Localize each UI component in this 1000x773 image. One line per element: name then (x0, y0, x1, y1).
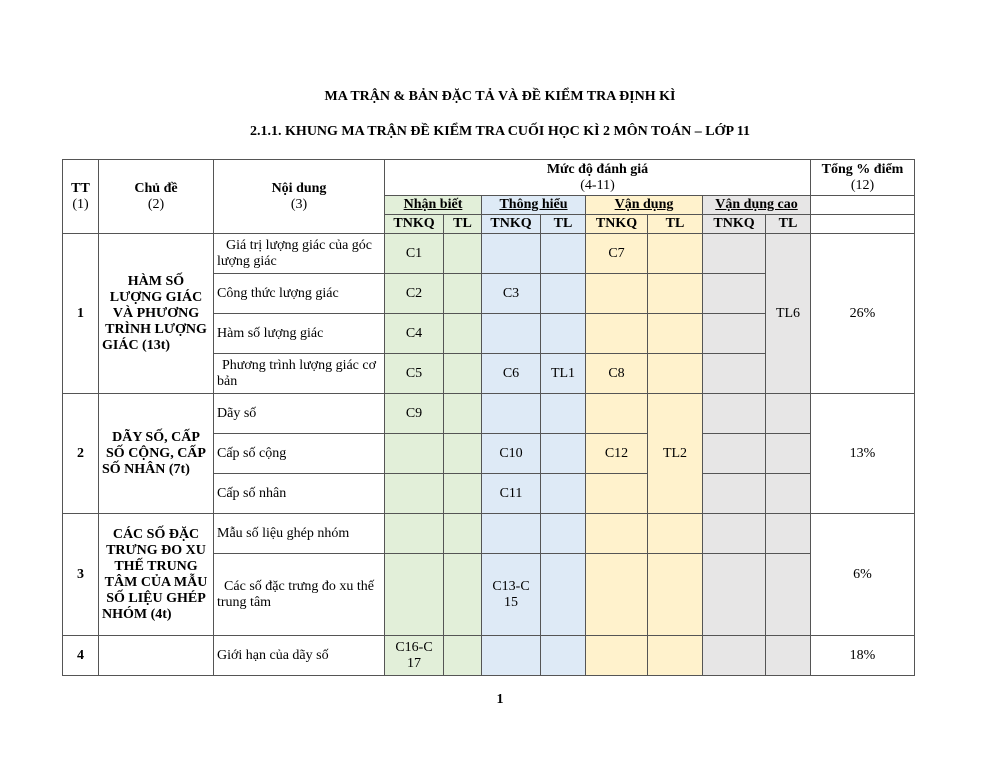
cell-th-tnkq: C10 (482, 434, 541, 474)
cell-vd-tnkq (586, 274, 648, 314)
level-thong-hieu (482, 196, 586, 215)
cell-vd-tnkq (586, 474, 648, 514)
table-row (63, 394, 915, 434)
row-content: Dãy số (214, 394, 385, 434)
table-row (63, 514, 915, 554)
cell-th-tl (541, 274, 586, 314)
cell-th-tl (541, 434, 586, 474)
cell-th-tnkq: C11 (482, 474, 541, 514)
header-chu-de-label: Chủ đề (134, 180, 178, 196)
cell-vdc-tnkq (703, 314, 766, 354)
page-number: 1 (496, 692, 504, 707)
cell-th-tl (541, 636, 586, 676)
row-tt: 2 (63, 394, 99, 514)
cell-vd-tl (648, 274, 703, 314)
level-van-dung-label: Vận dụng (614, 197, 674, 212)
header-tt-num: (1) (72, 196, 89, 212)
cell-th-tl (541, 234, 586, 274)
level-nhan-biet (385, 196, 482, 215)
row-percent: 18% (811, 636, 915, 676)
cell-th-tnkq (482, 314, 541, 354)
document-subtitle: 2.1.1. KHUNG MA TRẬN ĐỀ KIỂM TRA CUỐI HỌC KÌ 2 MÔN TOÁN – LỚP 11 (250, 124, 750, 139)
table-row (63, 636, 915, 676)
cell-th-tl (541, 394, 586, 434)
document-title: MA TRẬN & BẢN ĐẶC TẢ VÀ ĐỀ KIỂM TRA ĐỊNH KÌ (324, 89, 676, 104)
col-th-tnkq: TNKQ (482, 215, 541, 234)
cell-th-tnkq: C13-C15 (482, 554, 541, 636)
row-content: Phương trình lượng giác cơ bản (214, 354, 385, 394)
col-vdc-tnkq: TNKQ (703, 215, 766, 234)
cell-vd-tnkq: C12 (586, 434, 648, 474)
col-nb-tl: TL (444, 215, 482, 234)
row-percent: 26% (811, 234, 915, 394)
cell-th-tnkq (482, 514, 541, 554)
cell-th-tl (541, 474, 586, 514)
row-percent: 6% (811, 514, 915, 636)
cell-vdc-tl (766, 394, 811, 434)
cell-vdc-tnkq (703, 274, 766, 314)
cell-vd-tnkq (586, 554, 648, 636)
level-thong-hieu-label: Thông hiểu (499, 197, 568, 212)
cell-nb-tnkq: C1 (385, 234, 444, 274)
header-chu-de (99, 160, 214, 234)
cell-vd-tnkq: C8 (586, 354, 648, 394)
row-content: Giá trị lượng giác của góc lượng giác (214, 234, 385, 274)
col-vd-tl: TL (648, 215, 703, 234)
header-tong-label: Tổng % điểm (821, 161, 904, 177)
cell-th-tl (541, 554, 586, 636)
cell-vdc-tnkq (703, 554, 766, 636)
cell-th-tnkq: C6 (482, 354, 541, 394)
row-content: Các số đặc trưng đo xu thế trung tâm (214, 554, 385, 636)
header-row-1 (63, 160, 915, 196)
cell-vd-tnkq (586, 514, 648, 554)
table-row (63, 234, 915, 274)
cell-vdc-tnkq (703, 234, 766, 274)
header-chu-de-num: (2) (147, 196, 165, 212)
col-vdc-tl: TL (766, 215, 811, 234)
cell-nb-tl (444, 394, 482, 434)
exam-matrix-table (62, 159, 915, 676)
cell-th-tl (541, 314, 586, 354)
header-noi-dung-label: Nội dung (271, 180, 327, 196)
header-empty-2 (811, 215, 915, 234)
col-th-tl: TL (541, 215, 586, 234)
cell-vdc-tnkq (703, 394, 766, 434)
cell-nb-tl (444, 514, 482, 554)
cell-vd-tnkq (586, 636, 648, 676)
col-nb-tnkq: TNKQ (385, 215, 444, 234)
cell-th-tnkq: C3 (482, 274, 541, 314)
cell-vdc-tnkq (703, 514, 766, 554)
cell-vdc-tnkq (703, 474, 766, 514)
row-content: Hàm số lượng giác (214, 314, 385, 354)
cell-nb-tnkq (385, 474, 444, 514)
header-tong-num: (12) (850, 177, 875, 193)
level-van-dung-cao-label: Vận dụng cao (715, 197, 798, 212)
level-van-dung (586, 196, 703, 215)
cell-vdc-tl (766, 514, 811, 554)
cell-vdc-tl: TL6 (766, 234, 811, 394)
row-content: Giới hạn của dãy số (214, 636, 385, 676)
cell-nb-tnkq: C5 (385, 354, 444, 394)
cell-nb-tl (444, 434, 482, 474)
cell-vd-tl (648, 314, 703, 354)
row-tt: 1 (63, 234, 99, 394)
cell-vd-tl (648, 354, 703, 394)
header-noi-dung-num: (3) (290, 196, 308, 212)
cell-vdc-tnkq (703, 636, 766, 676)
row-topic: CÁC SỐ ĐẶC TRƯNG ĐO XU THẾ TRUNG TÂM CỦA MẪU SỐ LIỆU GHÉP NHÓM (4t) (99, 514, 214, 636)
cell-th-tl: TL1 (541, 354, 586, 394)
cell-nb-tnkq (385, 514, 444, 554)
row-tt: 4 (63, 636, 99, 676)
header-muc-do-num: (4-11) (580, 177, 615, 193)
cell-nb-tl (444, 354, 482, 394)
level-van-dung-cao (703, 196, 811, 215)
row-topic: DÃY SỐ, CẤP SỐ CỘNG, CẤP SỐ NHÂN (7t) (99, 394, 214, 514)
cell-nb-tnkq (385, 554, 444, 636)
col-vd-tnkq: TNKQ (586, 215, 648, 234)
cell-vd-tnkq (586, 314, 648, 354)
row-tt: 3 (63, 514, 99, 636)
header-tt-label: TT (71, 180, 90, 196)
cell-nb-tl (444, 234, 482, 274)
cell-nb-tl (444, 554, 482, 636)
cell-th-tnkq (482, 394, 541, 434)
cell-vdc-tnkq (703, 354, 766, 394)
row-content: Công thức lượng giác (214, 274, 385, 314)
header-noi-dung (214, 160, 385, 234)
cell-vd-tl (648, 234, 703, 274)
row-content: Cấp số cộng (214, 434, 385, 474)
cell-vdc-tl (766, 636, 811, 676)
cell-nb-tl (444, 474, 482, 514)
cell-th-tl (541, 514, 586, 554)
cell-vdc-tnkq (703, 434, 766, 474)
cell-nb-tl (444, 314, 482, 354)
row-content: Mẫu số liệu ghép nhóm (214, 514, 385, 554)
header-muc-do-label: Mức độ đánh giá (546, 161, 649, 177)
cell-nb-tnkq: C2 (385, 274, 444, 314)
cell-vdc-tl (766, 554, 811, 636)
cell-vd-tl (648, 636, 703, 676)
cell-nb-tl (444, 274, 482, 314)
cell-vd-tl: TL2 (648, 394, 703, 514)
row-topic: HÀM SỐ LƯỢNG GIÁC VÀ PHƯƠNG TRÌNH LƯỢNG GIÁC (13t) (99, 234, 214, 394)
cell-vd-tl (648, 514, 703, 554)
cell-th-tnkq (482, 636, 541, 676)
cell-vd-tl (648, 554, 703, 636)
row-topic (99, 636, 214, 676)
cell-nb-tnkq: C9 (385, 394, 444, 434)
row-percent: 13% (811, 394, 915, 514)
header-tong (811, 160, 915, 196)
cell-nb-tl (444, 636, 482, 676)
header-tt (63, 160, 99, 234)
cell-nb-tnkq: C4 (385, 314, 444, 354)
cell-nb-tnkq (385, 434, 444, 474)
cell-th-tnkq (482, 234, 541, 274)
cell-vd-tnkq (586, 394, 648, 434)
header-muc-do (385, 160, 811, 196)
row-content: Cấp số nhân (214, 474, 385, 514)
cell-vdc-tl (766, 434, 811, 474)
level-nhan-biet-label: Nhận biết (403, 197, 463, 212)
cell-vd-tnkq: C7 (586, 234, 648, 274)
header-empty-1 (811, 196, 915, 215)
cell-nb-tnkq: C16-C17 (385, 636, 444, 676)
cell-vdc-tl (766, 474, 811, 514)
